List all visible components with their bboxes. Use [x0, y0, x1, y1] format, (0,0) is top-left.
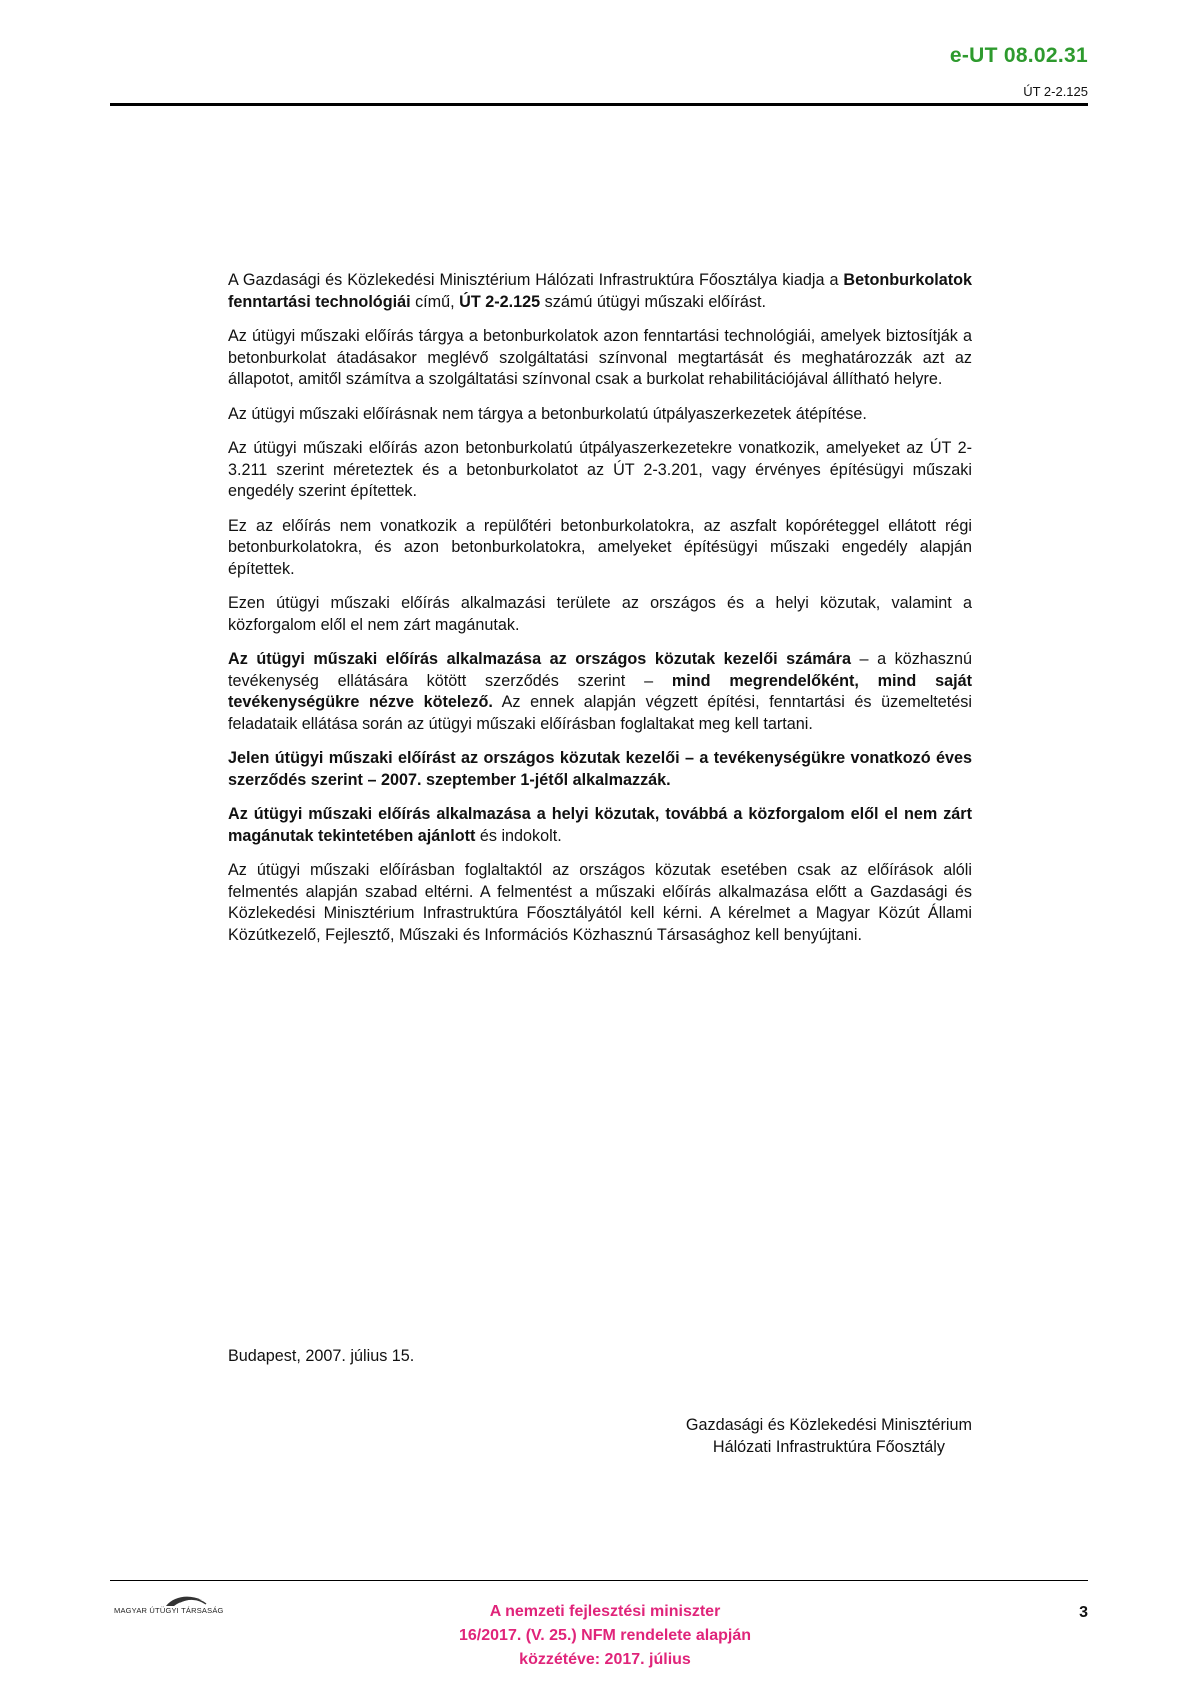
paragraph-8: Jelen útügyi műszaki előírást az országos közutak kezelői – a tevékenységükre vonatkozó éves szerződés szerint – 2007. szeptember 1-jétől alkalmazzák.: [228, 749, 972, 789]
publication-note-line-1: A nemzeti fejlesztési miniszter: [489, 1603, 721, 1620]
place-date: Budapest, 2007. július 15.: [228, 1347, 415, 1365]
body-text: [228, 270, 972, 959]
signature: [686, 1414, 972, 1458]
paragraph-3: Az útügyi műszaki előírásnak nem tárgya a betonburkolatú útpályaszerkezetek átépítése.: [228, 404, 867, 423]
paragraph-5: Ez az előírás nem vonatkozik a repülőtéri betonburkolatokra, az aszfalt kopóréteggel ellátott régi betonburkolatokra, és azon betonburkolatokra, amelyeket építésügyi műszaki engedély alapján építettek.: [228, 516, 972, 578]
paragraph-7: Az útügyi műszaki előírás alkalmazása az országos közutak kezelői számára – a közhasznú tevékenység ellátására kötött szerződés szerint – mind megrendelőként, mind saját tevékenységükre nézve kötelező. Az ennek alapján végzett építési, fenntartási és üzemeltetési feladataik ellátása során az útügyi műszaki előírásban foglaltakat meg kell tartani.: [228, 650, 972, 733]
document-code: e-UT 08.02.31: [949, 44, 1088, 67]
standard-number: ÚT 2-2.125: [1023, 84, 1088, 99]
publication-note-line-3: közzétéve: 2017. július: [519, 1651, 691, 1668]
paragraph-9: Az útügyi műszaki előírás alkalmazása a helyi közutak, továbbá a közforgalom elől el nem zárt magánutak tekintetében ajánlott és indokolt.: [228, 805, 972, 845]
signature-line-2: Hálózati Infrastruktúra Főosztály: [712, 1438, 945, 1456]
paragraph-4: Az útügyi műszaki előírás azon betonburkolatú útpályaszerkezetekre vonatkozik, amelyeket az ÚT 2-3.211 szerint méreteztek és a betonburkolatot az ÚT 2-3.201, vagy érvényes építésügyi műszaki engedély szerint építettek.: [228, 439, 972, 500]
page-number: 3: [1079, 1604, 1088, 1621]
signature-line-1: Gazdasági és Közlekedési Minisztérium: [685, 1416, 972, 1434]
paragraph-6: Ezen útügyi műszaki előírás alkalmazási területe az országos és a helyi közutak, valamint a közforgalom elől el nem zárt magánutak.: [228, 594, 972, 634]
publication-note: [395, 1600, 815, 1672]
paragraph-2: Az útügyi műszaki előírás tárgya a betonburkolatok azon fenntartási technológiái, amelyek biztosítják a betonburkolat átadásakor meglévő szolgáltatási színvonal megtartását és meghatározzák azt az állapotot, amitől számítva a szolgáltatási színvonal csak a burkolat rehabilitációjával állítható helyre.: [228, 327, 972, 388]
logo-text: MAGYAR ÚTÜGYI TÁRSASÁG: [114, 1606, 224, 1615]
footer-rule: [110, 1580, 1088, 1581]
paragraph-1: A Gazdasági és Közlekedési Minisztérium Hálózati Infrastruktúra Főosztálya kiadja a Betonburkolatok fenntartási technológiái című, ÚT 2-2.125 számú útügyi műszaki előírást.: [228, 271, 972, 311]
paragraph-10: Az útügyi műszaki előírásban foglaltaktól az országos közutak esetében csak az előírások alóli felmentés alapján szabad eltérni. A felmentést a műszaki előírás alkalmazása előtt a Gazdasági és Közlekedési Minisztérium Infrastruktúra Főosztályától kell kérni. A kérelmet a Magyar Közút Állami Közútkezelő, Fejlesztő, Műszaki és Információs Közhasznú Társasághoz kell benyújtani.: [228, 861, 972, 944]
header-rule: [110, 103, 1088, 106]
publication-note-line-2: 16/2017. (V. 25.) NFM rendelete alapján: [459, 1627, 751, 1644]
